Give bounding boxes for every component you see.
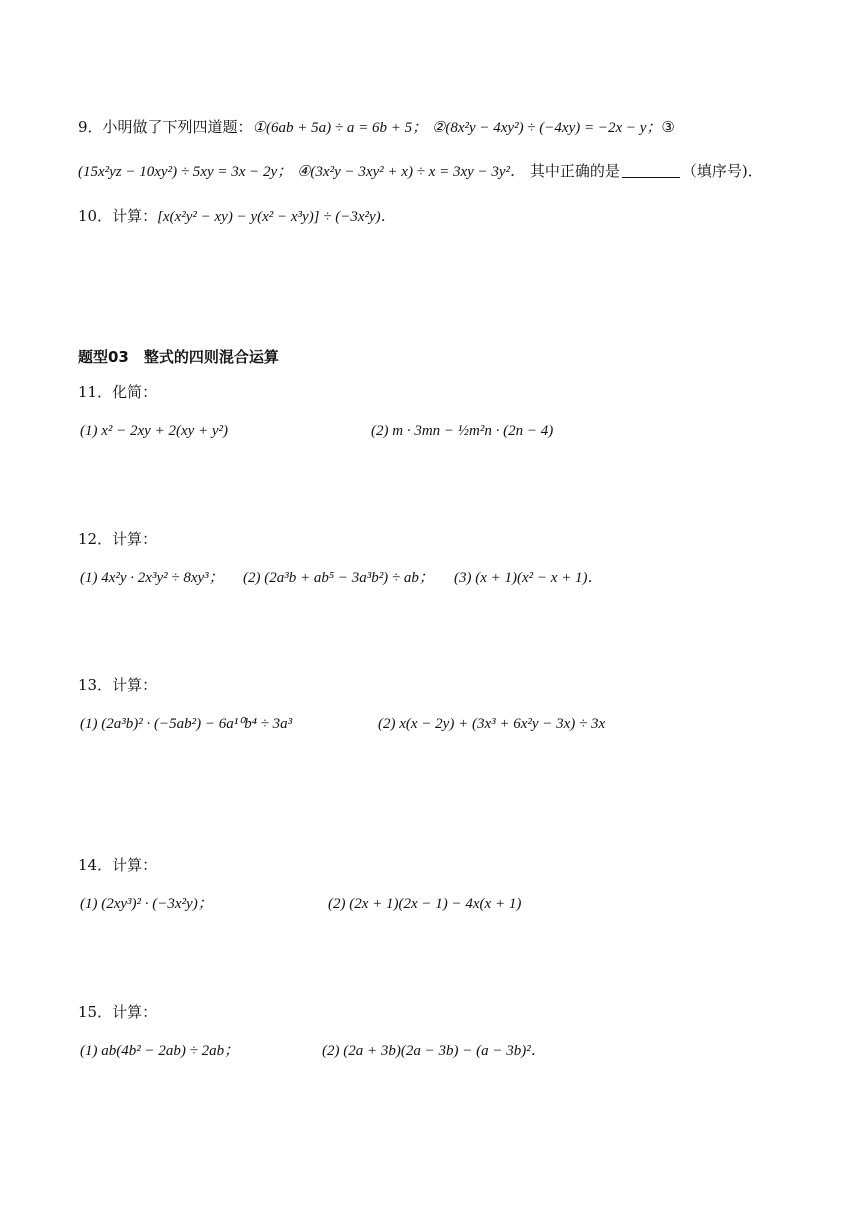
question-15-part-2: (2) (2a + 3b)(2a − 3b) − (a − 3b)²． [322, 1043, 546, 1059]
question-10-label: 10．计算： [78, 207, 158, 225]
question-10 [78, 205, 396, 228]
question-12-part-3: (3) (x + 1)(x² − x + 1)． [454, 570, 603, 586]
question-15-label: 15．计算： [78, 1003, 158, 1021]
question-9-line-2 [78, 160, 763, 183]
question-9-item-4: ④(3x²y − 3xy² + x) ÷ x = 3xy − 3y²． [296, 164, 526, 180]
question-9-item-3-marker: ③ [661, 118, 675, 136]
question-9-end: （填序号)． [681, 162, 763, 180]
question-9-item-3: (15x²yz − 10xy²) ÷ 5xy = 3x − 2y； [78, 164, 293, 180]
question-11-part-2: (2) m · 3mn − ½m²n · (2n − 4) [371, 423, 554, 439]
section-heading: 题型03 整式的四则混合运算 [78, 348, 279, 366]
question-10-expression: [x(x²y² − xy) − y(x² − x³y)] ÷ (−3x²y)． [157, 209, 396, 225]
question-14-part-1: (1) (2xy³)² · (−3x²y)； [80, 896, 213, 912]
question-9-item-1: ①(6ab + 5a) ÷ a = 6b + 5； [252, 120, 428, 136]
question-14-part-2: (2) (2x + 1)(2x − 1) − 4x(x + 1) [328, 896, 522, 912]
question-15-part-1: (1) ab(4b² − 2ab) ÷ 2ab； [80, 1043, 240, 1059]
question-12-part-1: (1) 4x²y · 2x³y² ÷ 8xy³； [80, 570, 224, 586]
question-9-prefix: 9．小明做了下列四道题： [78, 118, 253, 136]
question-13-part-1: (1) (2a³b)² · (−5ab²) − 6a¹⁰b⁴ ÷ 3a³ [80, 716, 293, 732]
question-13-part-2: (2) x(x − 2y) + (3x³ + 6x²y − 3x) ÷ 3x [378, 716, 606, 732]
question-14-label: 14．计算： [78, 856, 158, 874]
question-11-part-1: (1) x² − 2xy + 2(xy + y²) [80, 423, 229, 439]
answer-blank [622, 163, 680, 178]
question-12-label: 12．计算： [78, 530, 158, 548]
question-9-item-2: ②(8x²y − 4xy²) ÷ (−4xy) = −2x − y； [431, 120, 662, 136]
question-12-part-2: (2) (2a³b + ab⁵ − 3a³b²) ÷ ab； [243, 570, 434, 586]
question-11-label: 11．化简： [78, 383, 158, 401]
question-13-label: 13．计算： [78, 676, 158, 694]
question-9-line-1 [78, 116, 675, 139]
question-9-suffix: 其中正确的是 [529, 162, 620, 180]
